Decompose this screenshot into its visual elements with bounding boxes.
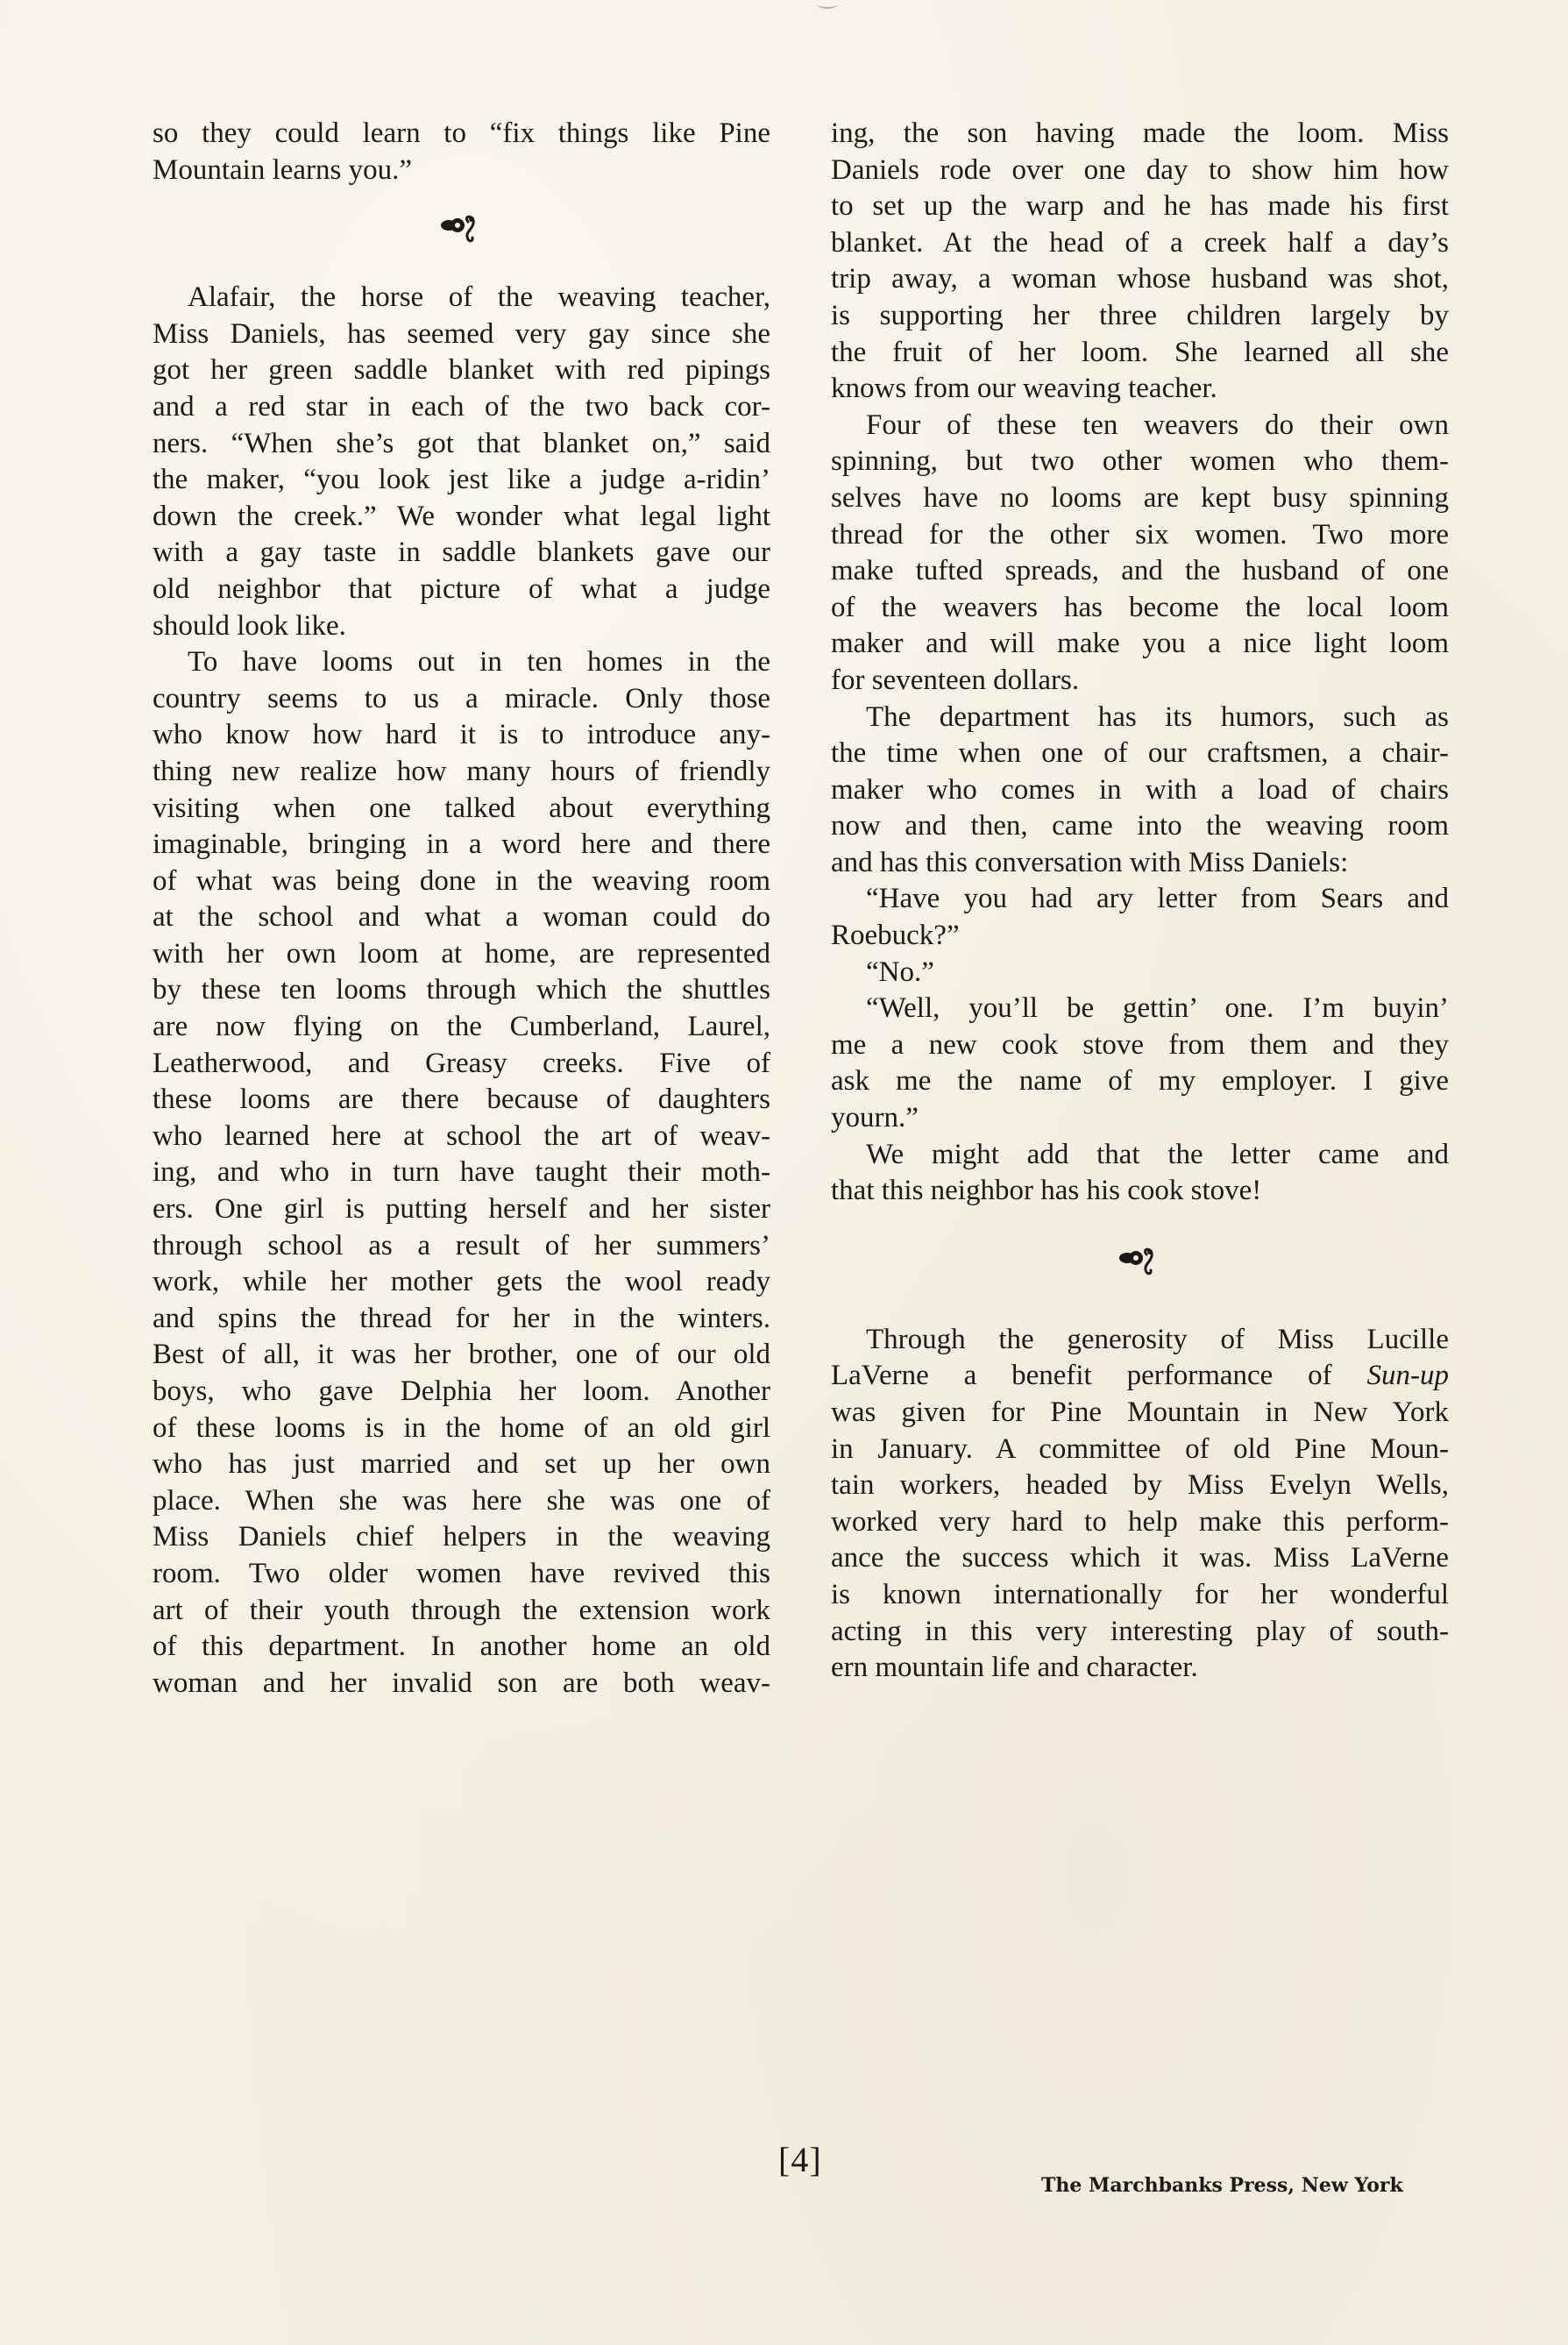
text-line: the time when one of our craftsmen, a chair-: [831, 737, 1449, 770]
text-line: woman and her invalid son are both weav-: [153, 1666, 770, 1699]
text-line: who know how hard it is to introduce any-: [153, 719, 770, 751]
text-line: who learned here at school the art of weav-: [153, 1119, 770, 1152]
text-line: “No.”: [866, 956, 934, 988]
paragraph-sun-up: [831, 1322, 1449, 1687]
text-line: to set up the warp and he has made his first: [831, 190, 1449, 223]
text-line: now and then, came into the weaving room: [831, 810, 1449, 842]
text-line: of these looms is in the home of an old girl: [153, 1411, 770, 1444]
paragraph-continuation: [831, 1395, 1449, 1687]
text-line: Daniels rode over one day to show him how: [831, 153, 1449, 186]
text-line: the maker, “you look jest like a judge a-ridin’: [153, 464, 770, 496]
text-line: [831, 1358, 1449, 1395]
text-line: so they could learn to “fix things like Pine: [153, 117, 770, 149]
text-line: selves have no looms are kept busy spinning: [831, 481, 1449, 514]
text-line: The department has its humors, such as: [866, 700, 1449, 733]
text-line: worked very hard to help make this perform-: [831, 1505, 1449, 1538]
text-run: LaVerne a benefit performance of: [831, 1360, 1367, 1392]
text-line: trip away, a woman whose husband was shot,: [831, 263, 1449, 295]
text-line: with her own loom at home, are represented: [153, 937, 770, 970]
text-line: “Well, you’ll be gettin’ one. I’m buyin’: [866, 992, 1449, 1025]
right-column: [831, 116, 1449, 1687]
text-line: ance the success which it was. Miss LaVerne: [831, 1542, 1449, 1574]
paragraph: [831, 116, 1449, 408]
text-line: by these ten looms through which the shuttles: [153, 974, 770, 1006]
text-line: place. When she was here she was one of: [153, 1484, 770, 1517]
text-line: imaginable, bringing in a word here and there: [153, 828, 770, 861]
text-line: yourn.”: [831, 1102, 919, 1134]
play-title: Sun-up: [1366, 1360, 1449, 1392]
text-line: To have looms out in ten homes in the: [188, 646, 770, 679]
text-line: ask me the name of my employer. I give: [831, 1065, 1449, 1098]
text-line: Miss Daniels, has seemed very gay since she: [153, 317, 770, 350]
text-line: was given for Pine Mountain in New York: [831, 1396, 1449, 1428]
text-line: maker and will make you a nice light loom: [831, 628, 1449, 660]
paragraph: [153, 280, 770, 644]
text-line: that this neighbor has his cook stove!: [831, 1175, 1262, 1207]
text-line: who has just married and set up her own: [153, 1448, 770, 1481]
fleuron-icon: [1115, 1246, 1166, 1277]
text-line: Leatherwood, and Greasy creeks. Five of: [153, 1047, 770, 1079]
paragraph: [831, 881, 1449, 954]
text-line: spinning, but two other women who them-: [831, 445, 1449, 478]
text-line: Best of all, it was her brother, one of our old: [153, 1339, 770, 1371]
paragraph: [831, 408, 1449, 700]
text-line: the fruit of her loom. She learned all she: [831, 336, 1449, 368]
text-line: boys, who gave Delphia her loom. Another: [153, 1375, 770, 1407]
text-line: these looms are there because of daughters: [153, 1084, 770, 1116]
paragraph: [831, 991, 1449, 1136]
press-imprint: The Marchbanks Press, New York: [1041, 2174, 1403, 2197]
text-line: visiting when one talked about everything: [153, 792, 770, 824]
text-line: got her green saddle blanket with red pipings: [153, 354, 770, 387]
text-line: of the weavers has become the local loom: [831, 591, 1449, 623]
page-number: [4]: [778, 2140, 822, 2179]
text-line: thread for the other six women. Two more: [831, 518, 1449, 551]
text-line: blanket. At the head of a creek half a day’s: [831, 226, 1449, 259]
text-line: ing, the son having made the loom. Miss: [831, 117, 1449, 149]
text-line: work, while her mother gets the wool ready: [153, 1266, 770, 1298]
text-line: of what was being done in the weaving room: [153, 864, 770, 897]
paragraph: [153, 116, 770, 188]
text-line: me a new cook stove from them and they: [831, 1028, 1449, 1061]
text-line: acting in this very interesting play of south-: [831, 1615, 1449, 1647]
text-line: is supporting her three children largely by: [831, 299, 1449, 331]
left-column: [153, 116, 770, 1702]
text-line: old neighbor that picture of what a judge: [153, 572, 770, 605]
text-line: in January. A committee of old Pine Moun-: [831, 1432, 1449, 1465]
text-line: down the creek.” We wonder what legal light: [153, 500, 770, 532]
text-line: Mountain learns you.”: [153, 153, 413, 186]
text-line: country seems to us a miracle. Only those: [153, 682, 770, 714]
text-line: Alafair, the horse of the weaving teacher,: [188, 281, 770, 314]
fleuron-ornament-icon: [831, 1236, 1449, 1287]
text-line: Roebuck?”: [831, 920, 960, 952]
fleuron-ornament-icon: [153, 203, 770, 253]
text-line: should look like.: [153, 609, 346, 642]
text-line: ern mountain life and character.: [831, 1652, 1198, 1684]
paragraph: [153, 644, 770, 1702]
text-line: knows from our weaving teacher.: [831, 373, 1217, 405]
text-line: ing, and who in turn have taught their moth-: [153, 1156, 770, 1189]
text-line: art of their youth through the extension work: [153, 1594, 770, 1626]
text-line: through school as a result of her summers’: [153, 1229, 770, 1261]
paragraph: [831, 700, 1449, 882]
text-line: Miss Daniels chief helpers in the weaving: [153, 1521, 770, 1553]
text-line: and a red star in each of the two back cor-: [153, 390, 770, 423]
paragraph: [831, 1137, 1449, 1210]
text-line: ers. One girl is putting herself and her sister: [153, 1193, 770, 1226]
text-line: “Have you had ary letter from Sears and: [866, 883, 1449, 915]
text-line: with a gay taste in saddle blankets gave our: [153, 537, 770, 569]
text-line: Through the generosity of Miss Lucille: [866, 1323, 1449, 1355]
text-line: room. Two older women have revived this: [153, 1557, 770, 1589]
page-edge-mark: [817, 0, 838, 9]
text-line: at the school and what a woman could do: [153, 901, 770, 934]
text-line: ners. “When she’s got that blanket on,” said: [153, 427, 770, 459]
text-line: tain workers, headed by Miss Evelyn Wells,: [831, 1469, 1449, 1502]
text-line: thing new realize how many hours of friendly: [153, 755, 770, 787]
text-line: We might add that the letter came and: [866, 1138, 1449, 1170]
text-line: maker who comes in with a load of chairs: [831, 773, 1449, 806]
text-line: for seventeen dollars.: [831, 664, 1080, 696]
text-line: are now flying on the Cumberland, Laurel,: [153, 1011, 770, 1043]
paragraph: [831, 955, 1449, 991]
text-line: Four of these ten weavers do their own: [866, 409, 1449, 441]
fleuron-icon: [436, 213, 487, 245]
text-line: and spins the thread for her in the winters.: [153, 1302, 770, 1334]
text-line: and has this conversation with Miss Daniels:: [831, 846, 1349, 878]
text-line: of this department. In another home an old: [153, 1631, 770, 1663]
text-line: make tufted spreads, and the husband of one: [831, 555, 1449, 587]
text-line: is known internationally for her wonderful: [831, 1578, 1449, 1610]
